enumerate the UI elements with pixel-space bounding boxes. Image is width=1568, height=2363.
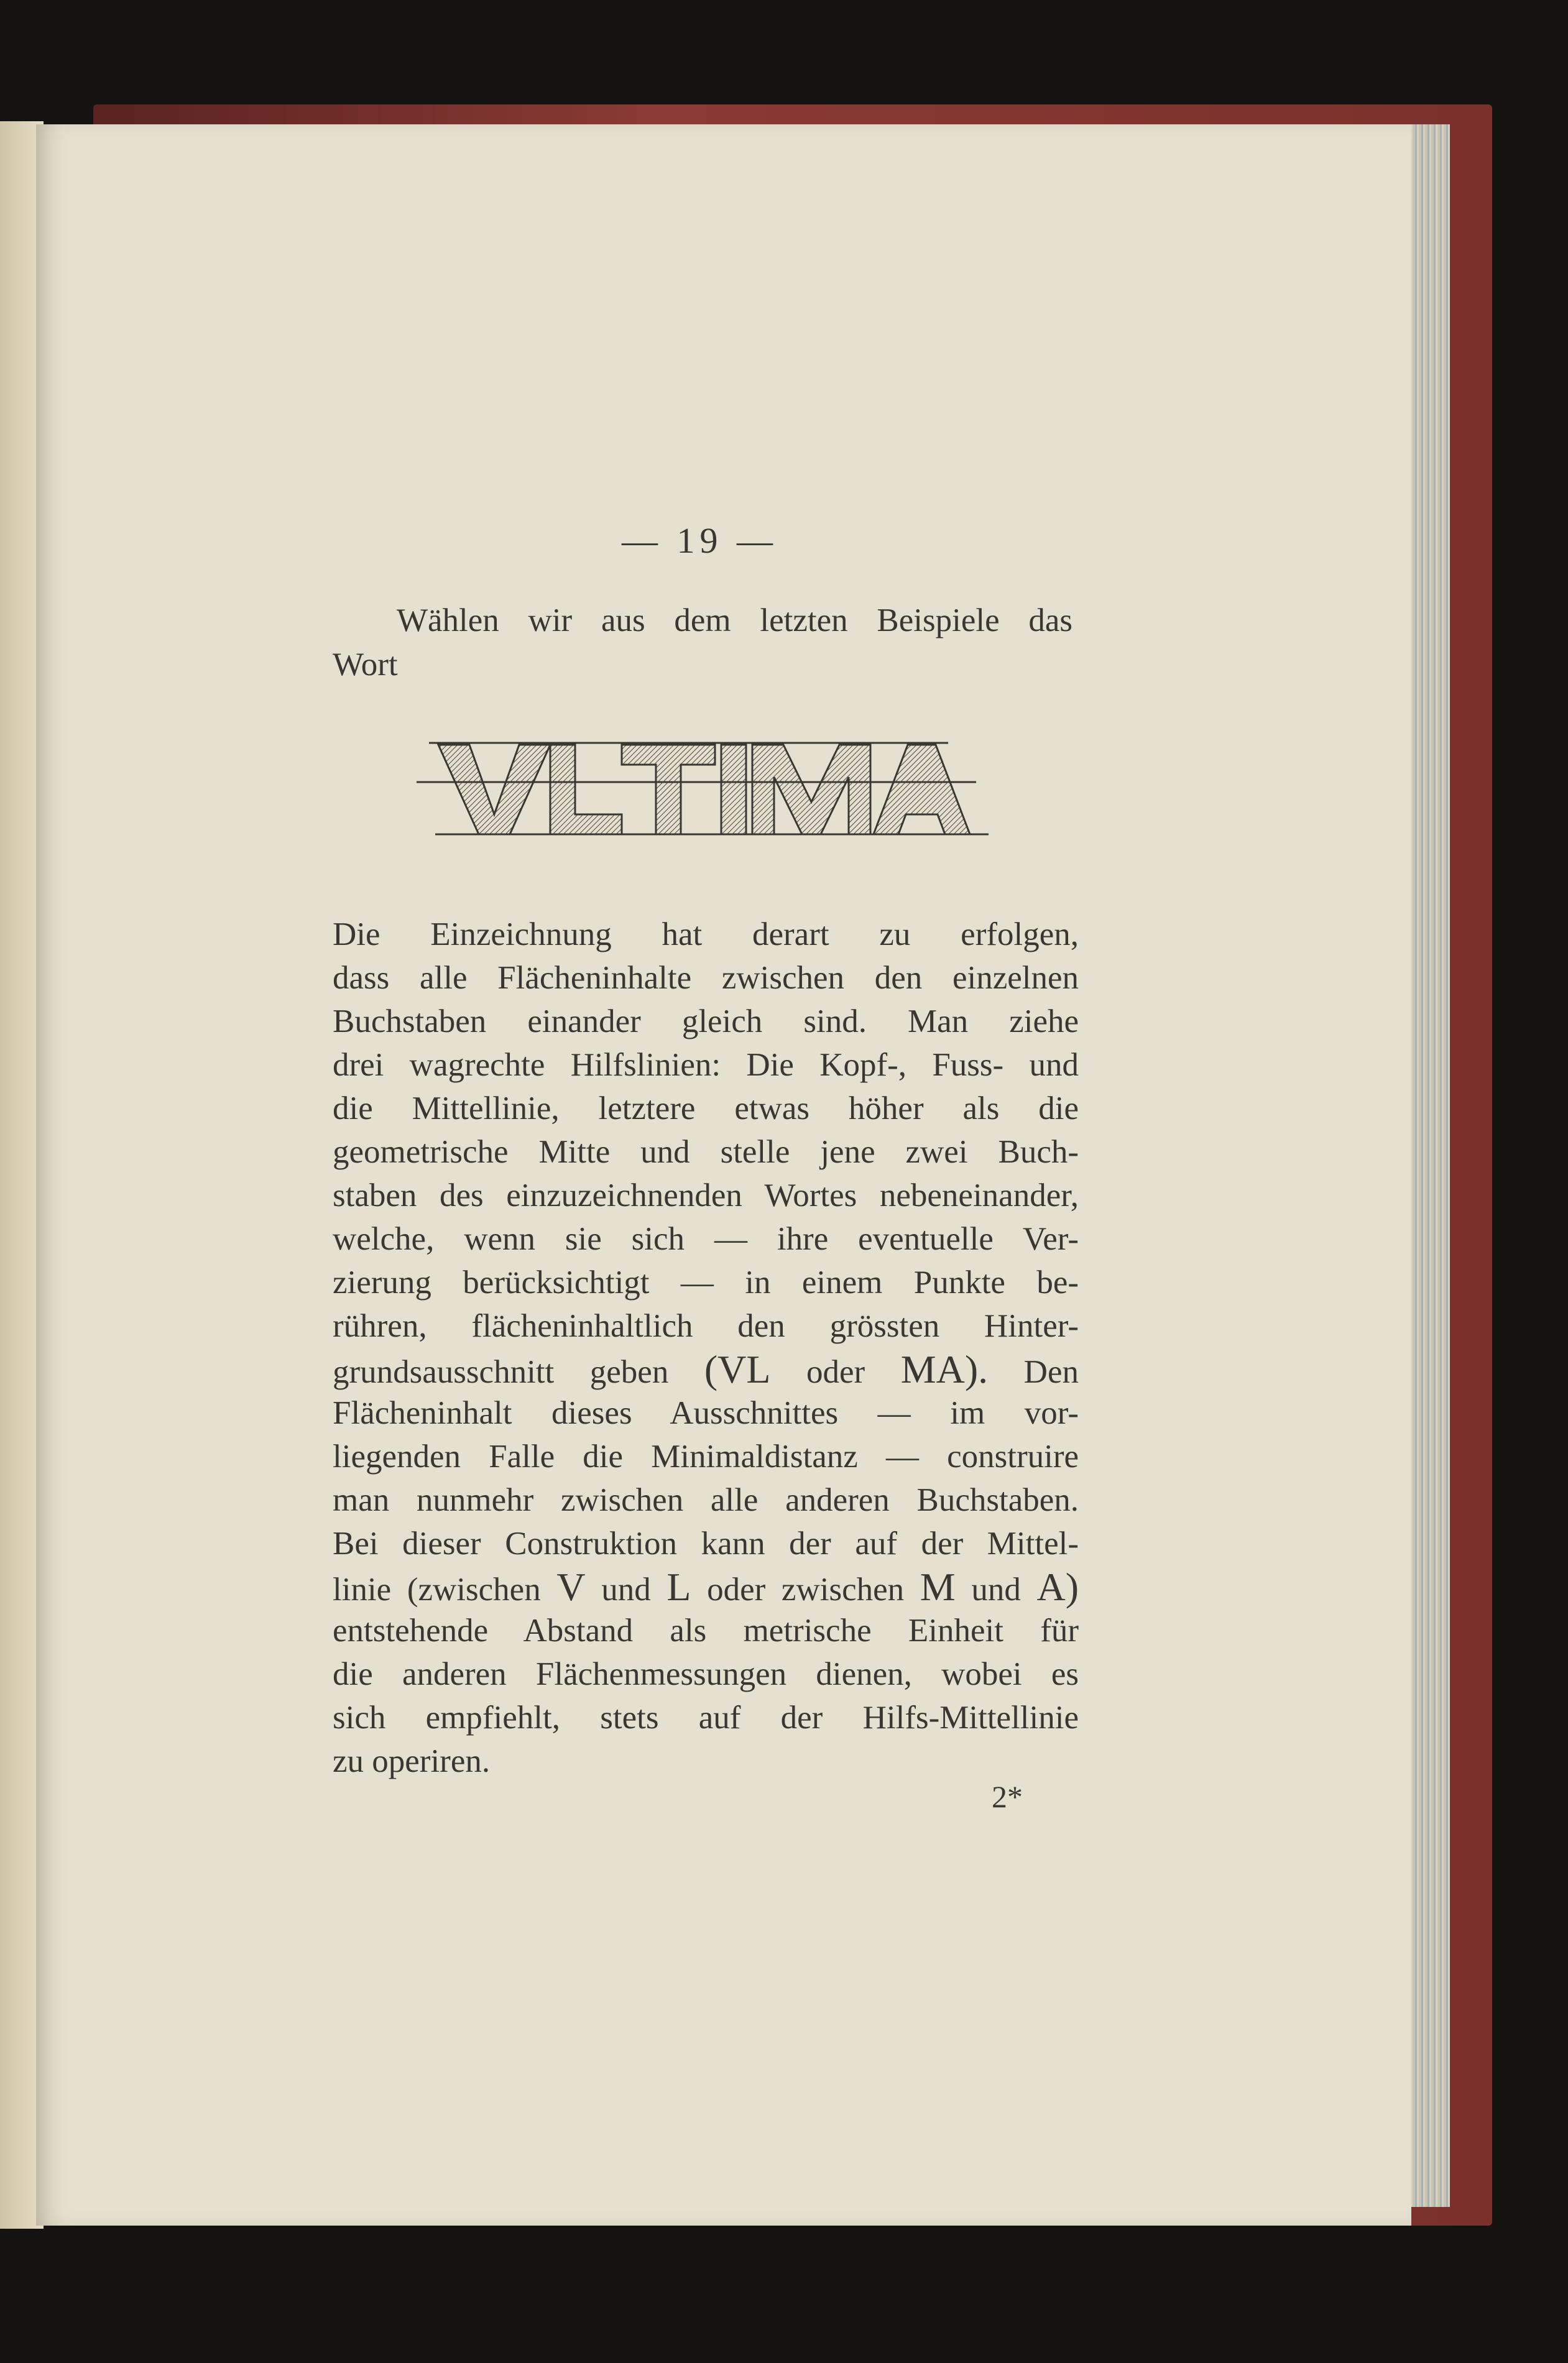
letter-m xyxy=(752,745,870,834)
intro-line-2: Wort xyxy=(333,647,398,683)
body-line-8: welche, wenn sie sich — ihre eventuelle Ver- xyxy=(333,1221,1079,1257)
body-line-9: zierung berücksichtigt — in einem Punkte be- xyxy=(333,1264,1079,1301)
page-number: — 19 — xyxy=(622,520,778,561)
page-edges xyxy=(1406,124,1450,2207)
body-line-17: entstehende Abstand als metrische Einheit für xyxy=(333,1613,1079,1649)
body-line-11: grundsausschnitt geben (VL oder MA). Den xyxy=(333,1347,1079,1391)
body-line-5: die Mittellinie, letztere etwas höher als die xyxy=(333,1090,1079,1126)
body-line-4: drei wagrechte Hilfslinien: Die Kopf-, Fuss- und xyxy=(333,1047,1079,1083)
body-line-16: linie (zwischen V und L oder zwischen M und A) xyxy=(333,1565,1079,1609)
letter-v xyxy=(438,745,550,834)
body-line-3: Buchstaben einander gleich sind. Man ziehe xyxy=(333,1003,1079,1039)
body-line-7: staben des einzuzeichnenden Wortes nebeneinander, xyxy=(333,1177,1079,1214)
signature-mark: 2* xyxy=(992,1779,1023,1814)
body-line-6: geometrische Mitte und stelle jene zwei Buch- xyxy=(333,1134,1079,1170)
letter-i xyxy=(721,745,746,834)
body-line-18: die anderen Flächenmessungen dienen, wobei es xyxy=(333,1656,1079,1692)
body-line-12: Flächeninhalt dieses Ausschnittes — im vor- xyxy=(333,1395,1079,1431)
letter-a xyxy=(874,745,970,834)
vltima-figure xyxy=(417,727,995,839)
body-line-14: man nunmehr zwischen alle anderen Buchstaben. xyxy=(333,1482,1079,1518)
body-line-15: Bei dieser Construktion kann der auf der Mittel- xyxy=(333,1526,1079,1562)
body-line-20: zu operiren. xyxy=(333,1743,491,1779)
body-line-19: sich empfiehlt, stets auf der Hilfs-Mittellinie xyxy=(333,1700,1079,1736)
body-line-2: dass alle Flächeninhalte zwischen den einzelnen xyxy=(333,960,1079,996)
letter-l xyxy=(550,745,622,834)
body-line-13: liegenden Falle die Minimaldistanz — construire xyxy=(333,1439,1079,1475)
intro-line-1: Wählen wir aus dem letzten Beispiele das xyxy=(397,602,1072,638)
body-line-10: rühren, flächeninhaltlich den grössten Hinter- xyxy=(333,1308,1079,1344)
body-line-1: Die Einzeichnung hat derart zu erfolgen, xyxy=(333,916,1079,952)
letter-t xyxy=(622,745,715,834)
